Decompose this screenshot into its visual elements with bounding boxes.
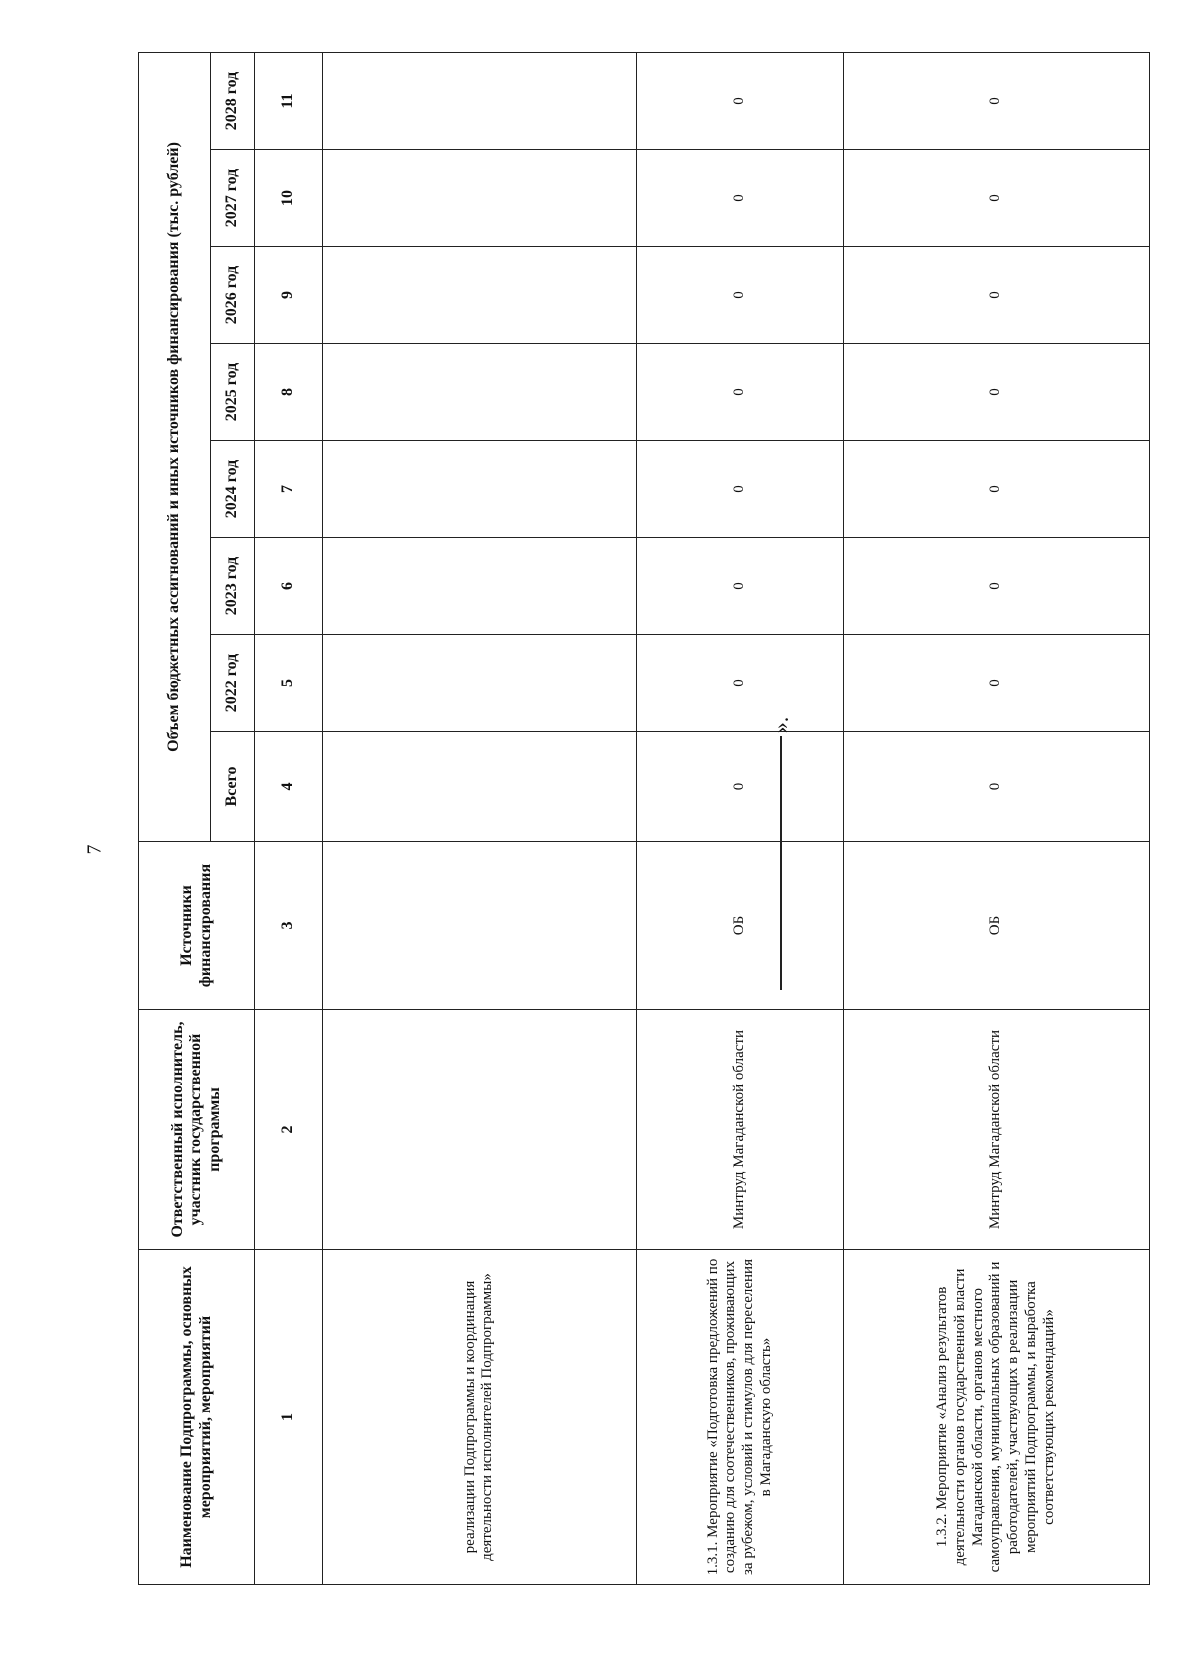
row-value: 0 (637, 150, 843, 247)
row-value: 0 (637, 52, 843, 149)
row-total: 0 (637, 732, 843, 842)
row-total: 0 (843, 732, 1149, 842)
table-row (843, 52, 1149, 1584)
header-year: 2027 год (211, 150, 255, 247)
row-executor: Минтруд Магаданской области (843, 1010, 1149, 1250)
table-row (637, 52, 843, 1584)
row-value (322, 52, 636, 149)
row-value: 0 (637, 538, 843, 635)
row-name: 1.3.2. Мероприятие «Анализ результатов деятельности органов государственной власти Магаданской области, органов местного самоуправления, муниципальных образований и работодателей, участвующих в реализации мероприятий Подпрограммы, и выработка соответствующих рекомендаций» (843, 1250, 1149, 1585)
header-total: Всего (211, 732, 255, 842)
row-value: 0 (637, 247, 843, 344)
column-number: 3 (255, 842, 323, 1010)
page-number: 7 (83, 844, 106, 855)
row-value: 0 (843, 150, 1149, 247)
column-number: 11 (255, 52, 323, 149)
header-executor: Ответственный исполнитель, участник государственной программы (139, 1010, 255, 1250)
row-value: 0 (637, 635, 843, 732)
column-number-row (255, 52, 323, 1584)
column-number: 9 (255, 247, 323, 344)
column-number: 6 (255, 538, 323, 635)
header-year: 2028 год (211, 52, 255, 149)
row-value: 0 (843, 247, 1149, 344)
row-name: 1.3.1. Мероприятие «Подготовка предложений по созданию для соотечественников, проживающих за рубежом, условий и стимулов для переселения в Магаданскую область» (637, 1250, 843, 1585)
funding-table (138, 52, 1150, 1585)
rotated-table-container (138, 61, 1150, 1585)
row-value (322, 538, 636, 635)
row-value: 0 (843, 344, 1149, 441)
column-number: 7 (255, 441, 323, 538)
row-value (322, 441, 636, 538)
row-value (322, 635, 636, 732)
header-year: 2023 год (211, 538, 255, 635)
column-number: 5 (255, 635, 323, 732)
row-value: 0 (843, 538, 1149, 635)
row-name: реализации Подпрограммы и координация деятельности исполнителей Подпрограммы» (322, 1250, 636, 1585)
row-executor (322, 1010, 636, 1250)
header-year: 2024 год (211, 441, 255, 538)
header-year: 2026 год (211, 247, 255, 344)
column-number: 1 (255, 1250, 323, 1585)
row-value: 0 (637, 344, 843, 441)
header-source: Источники финансирования (139, 842, 255, 1010)
row-executor: Минтруд Магаданской области (637, 1010, 843, 1250)
column-number: 2 (255, 1010, 323, 1250)
row-source: ОБ (637, 842, 843, 1010)
closing-rule (780, 736, 782, 990)
row-value: 0 (843, 441, 1149, 538)
closing-mark (766, 0, 796, 1656)
row-value: 0 (843, 635, 1149, 732)
row-value: 0 (843, 52, 1149, 149)
row-total (322, 732, 636, 842)
closing-quote: ». (768, 716, 793, 734)
row-source: ОБ (843, 842, 1149, 1010)
row-value (322, 344, 636, 441)
header-year: 2025 год (211, 344, 255, 441)
header-funding-group: Объем бюджетных ассигнований и иных источников финансирования (тыс. рублей) (139, 52, 211, 841)
row-source (322, 842, 636, 1010)
table-row (322, 52, 636, 1584)
column-number: 4 (255, 732, 323, 842)
row-value (322, 247, 636, 344)
header-name: Наименование Подпрограммы, основных мероприятий, мероприятий (139, 1250, 255, 1585)
row-value (322, 150, 636, 247)
column-number: 8 (255, 344, 323, 441)
row-value: 0 (637, 441, 843, 538)
header-year: 2022 год (211, 635, 255, 732)
column-number: 10 (255, 150, 323, 247)
